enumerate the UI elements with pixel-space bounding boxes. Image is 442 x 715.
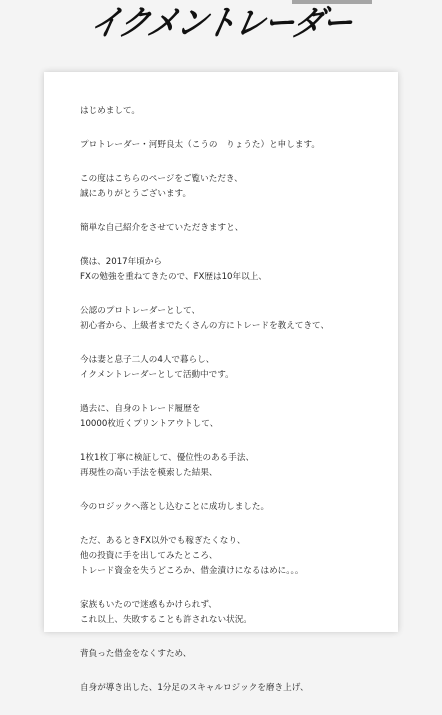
paragraph-line: トレード資金を失うどころか、借金漬けになるはめに。。。 [80, 566, 304, 576]
article-paragraph [80, 221, 380, 236]
site-header [0, 0, 442, 70]
article-paragraph [80, 172, 380, 202]
paragraph-line: FXの勉強を重ねてきたので、FX歴は10年以上、 [80, 272, 267, 282]
site-logo[interactable]: イクメントレーダー [86, 3, 356, 44]
paragraph-line: 初心者から、上級者までたくさんの方にトレードを教えてきて、 [80, 321, 330, 331]
article-body [80, 104, 380, 715]
paragraph-line: イクメントレーダーとして活動中です。 [80, 370, 234, 380]
paragraph-line: 背負った借金をなくすため、 [80, 649, 192, 659]
article-paragraph [80, 647, 380, 662]
article-paragraph [80, 598, 380, 628]
article-paragraph [80, 304, 380, 334]
paragraph-line: これ以上、失敗することも許されない状況。 [80, 615, 252, 625]
paragraph-line: 僕は、2017年頃から [80, 257, 163, 267]
article-paragraph [80, 534, 380, 579]
paragraph-line: 公認のプロトレーダーとして、 [80, 306, 201, 316]
article-paragraph [80, 451, 380, 481]
article-paragraph [80, 255, 380, 285]
paragraph-line: 誠にありがとうございます。 [80, 189, 192, 199]
paragraph-line: 10000枚近くプリントアウトして、 [80, 419, 219, 429]
paragraph-line: プロトレーダー・河野良太（こうの りょうた）と申します。 [80, 140, 320, 150]
paragraph-line: 家族もいたので迷惑もかけられず、 [80, 600, 217, 610]
paragraph-line: 過去に、自身のトレード履歴を [80, 404, 201, 414]
article-card [44, 72, 398, 693]
paragraph-line: はじめまして。 [80, 106, 140, 116]
paragraph-line: この度はこちらのページをご覧いただき、 [80, 174, 243, 184]
article-paragraph [80, 402, 380, 432]
article-paragraph [80, 353, 380, 383]
paragraph-line: 今のロジックへ落とし込むことに成功しました。 [80, 502, 270, 512]
paragraph-line: 再現性の高い手法を模索した結果、 [80, 468, 218, 478]
paragraph-line: 簡単な自己紹介をさせていただきますと、 [80, 223, 244, 233]
paragraph-line: 他の投資に手を出してみたところ、 [80, 551, 218, 561]
paragraph-line: 1枚1枚丁寧に検証して、優位性のある手法、 [80, 453, 255, 463]
paragraph-line: 今は妻と息子二人の4人で暮らし、 [80, 355, 215, 365]
paragraph-line: 自身が導き出した、1分足のスキャルロジックを磨き上げ、 [80, 683, 309, 693]
article-paragraph [80, 104, 380, 119]
paragraph-line: ただ、あるときFX以外でも稼ぎたくなり、 [80, 536, 246, 546]
article-paragraph [80, 138, 380, 153]
article-paragraph [80, 681, 380, 696]
article-paragraph [80, 500, 380, 515]
